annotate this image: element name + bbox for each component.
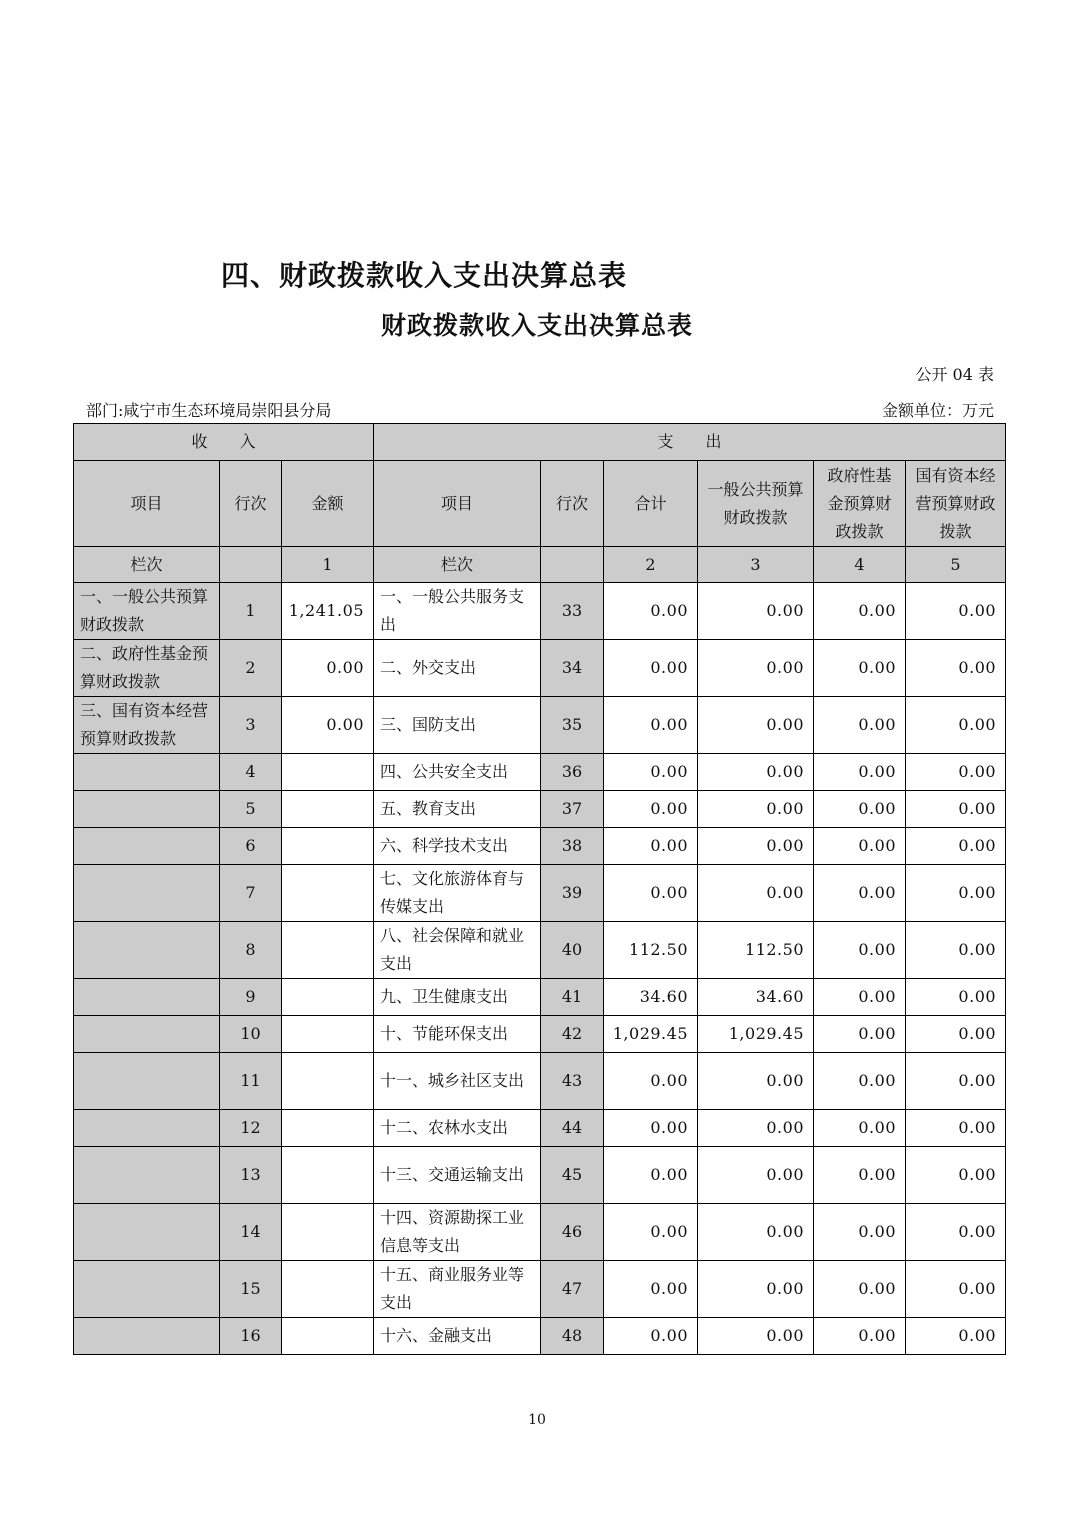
state-capital-cell: 0.00 [906,865,1006,922]
total-cell: 0.00 [604,1204,698,1261]
expense-rowno-cell: 48 [541,1318,604,1355]
income-amount-cell [282,828,374,865]
expense-item-cell: 七、文化旅游体育与传媒支出 [374,865,541,922]
general-budget-cell: 0.00 [698,1261,814,1318]
expense-item-cell: 一、一般公共服务支出 [374,583,541,640]
income-rowno-cell: 8 [220,922,282,979]
general-budget-cell: 112.50 [698,922,814,979]
expense-item-cell: 十、节能环保支出 [374,1016,541,1053]
income-rowno-cell: 16 [220,1318,282,1355]
table-row [74,828,1006,865]
state-capital-cell: 0.00 [906,791,1006,828]
total-cell: 0.00 [604,583,698,640]
table-row [74,1053,1006,1110]
income-rowno-cell: 11 [220,1053,282,1110]
gov-fund-cell: 0.00 [814,791,906,828]
expense-rowno-cell: 40 [541,922,604,979]
income-amount-cell [282,791,374,828]
expense-item-cell: 十五、商业服务业等支出 [374,1261,541,1318]
expense-item-cell: 八、社会保障和就业支出 [374,922,541,979]
total-cell: 0.00 [604,865,698,922]
general-budget-cell: 0.00 [698,754,814,791]
gov-fund-cell: 0.00 [814,1261,906,1318]
column-index-3: 3 [698,547,814,583]
gov-fund-cell: 0.00 [814,979,906,1016]
section-title: 四、财政拨款收入支出决算总表 [221,259,628,292]
state-capital-cell: 0.00 [906,1147,1006,1204]
income-rowno-cell: 14 [220,1204,282,1261]
total-cell: 0.00 [604,1261,698,1318]
page-number: 10 [528,1412,546,1428]
income-rowno-cell: 12 [220,1110,282,1147]
income-amount-cell: 1,241.05 [282,583,374,640]
gov-fund-cell: 0.00 [814,754,906,791]
income-item-cell [74,1318,220,1355]
total-cell: 0.00 [604,1053,698,1110]
appropriation-table [73,423,1006,1355]
income-amount-cell [282,1204,374,1261]
total-cell: 0.00 [604,828,698,865]
income-header: 收 入 [74,424,374,461]
income-rowno-cell: 1 [220,583,282,640]
income-rowno-cell: 6 [220,828,282,865]
expense-rowno-cell: 34 [541,640,604,697]
unit-label: 金额单位：万元 [881,401,994,420]
general-budget-cell: 0.00 [698,697,814,754]
department-label: 部门:咸宁市生态环境局崇阳县分局 [86,401,332,420]
income-amount-cell: 0.00 [282,640,374,697]
income-rowno-cell: 4 [220,754,282,791]
income-rowno-cell: 13 [220,1147,282,1204]
expense-item-cell: 五、教育支出 [374,791,541,828]
table-row [74,754,1006,791]
income-rowno-cell: 2 [220,640,282,697]
state-capital-cell: 0.00 [906,640,1006,697]
gov-fund-cell: 0.00 [814,828,906,865]
expense-rowno-header: 行次 [541,461,604,547]
income-item-cell [74,1261,220,1318]
state-capital-cell: 0.00 [906,979,1006,1016]
column-index-blank [220,547,282,583]
general-budget-cell: 1,029.45 [698,1016,814,1053]
income-item-cell [74,922,220,979]
column-index-blank-2 [541,547,604,583]
expense-rowno-cell: 38 [541,828,604,865]
gov-fund-cell: 0.00 [814,583,906,640]
gov-fund-cell: 0.00 [814,1318,906,1355]
income-item-cell [74,1016,220,1053]
expense-item-cell: 十六、金融支出 [374,1318,541,1355]
income-item-cell [74,828,220,865]
expense-item-cell: 二、外交支出 [374,640,541,697]
income-rowno-cell: 3 [220,697,282,754]
total-cell: 0.00 [604,1147,698,1204]
total-cell: 112.50 [604,922,698,979]
gov-fund-cell: 0.00 [814,865,906,922]
table-row [74,865,1006,922]
table-row [74,1147,1006,1204]
column-index-label-2: 栏次 [374,547,541,583]
income-item-cell [74,1204,220,1261]
income-rowno-cell: 9 [220,979,282,1016]
general-budget-cell: 0.00 [698,1204,814,1261]
expense-rowno-cell: 47 [541,1261,604,1318]
expense-item-header: 项目 [374,461,541,547]
gov-fund-cell: 0.00 [814,697,906,754]
total-header: 合计 [604,461,698,547]
income-item-cell [74,979,220,1016]
income-amount-cell [282,922,374,979]
income-item-header: 项目 [74,461,220,547]
income-amount-cell [282,865,374,922]
income-amount-cell [282,1261,374,1318]
gov-fund-cell: 0.00 [814,1204,906,1261]
general-budget-cell: 0.00 [698,640,814,697]
column-index-4: 4 [814,547,906,583]
table-row [74,1318,1006,1355]
expense-rowno-cell: 45 [541,1147,604,1204]
income-item-cell [74,865,220,922]
general-budget-cell: 0.00 [698,1318,814,1355]
table-row [74,1204,1006,1261]
column-index-5: 5 [906,547,1006,583]
income-item-cell [74,791,220,828]
expense-rowno-cell: 37 [541,791,604,828]
state-capital-cell: 0.00 [906,1318,1006,1355]
state-capital-cell: 0.00 [906,1261,1006,1318]
total-cell: 1,029.45 [604,1016,698,1053]
expense-rowno-cell: 44 [541,1110,604,1147]
general-budget-cell: 0.00 [698,865,814,922]
income-amount-cell: 0.00 [282,697,374,754]
income-item-cell [74,1147,220,1204]
column-index-label: 栏次 [74,547,220,583]
general-budget-cell: 0.00 [698,1110,814,1147]
income-item-cell [74,754,220,791]
gov-fund-cell: 0.00 [814,922,906,979]
general-budget-cell: 0.00 [698,583,814,640]
income-amount-cell [282,979,374,1016]
expense-rowno-cell: 43 [541,1053,604,1110]
state-capital-cell: 0.00 [906,1016,1006,1053]
income-rowno-cell: 5 [220,791,282,828]
state-capital-cell: 0.00 [906,754,1006,791]
income-rowno-cell: 7 [220,865,282,922]
expense-rowno-cell: 41 [541,979,604,1016]
total-cell: 0.00 [604,640,698,697]
column-index-1: 1 [282,547,374,583]
general-budget-header: 一般公共预算财政拨款 [698,461,814,547]
income-amount-cell [282,754,374,791]
expense-item-cell: 四、公共安全支出 [374,754,541,791]
income-amount-cell [282,1110,374,1147]
income-amount-header: 金额 [282,461,374,547]
table-row [74,697,1006,754]
general-budget-cell: 0.00 [698,1147,814,1204]
income-item-cell: 一、一般公共预算财政拨款 [74,583,220,640]
expense-header: 支 出 [374,424,1006,461]
total-cell: 0.00 [604,1110,698,1147]
table-row [74,1110,1006,1147]
expense-item-cell: 三、国防支出 [374,697,541,754]
table-row [74,1016,1006,1053]
expense-item-cell: 十三、交通运输支出 [374,1147,541,1204]
gov-fund-cell: 0.00 [814,1053,906,1110]
table-row [74,640,1006,697]
total-cell: 0.00 [604,754,698,791]
table-row [74,1261,1006,1318]
expense-rowno-cell: 42 [541,1016,604,1053]
income-rowno-cell: 15 [220,1261,282,1318]
expense-item-cell: 十一、城乡社区支出 [374,1053,541,1110]
state-capital-cell: 0.00 [906,1053,1006,1110]
income-item-cell: 二、政府性基金预算财政拨款 [74,640,220,697]
gov-fund-cell: 0.00 [814,1110,906,1147]
state-capital-cell: 0.00 [906,697,1006,754]
expense-item-cell: 六、科学技术支出 [374,828,541,865]
state-capital-cell: 0.00 [906,1204,1006,1261]
gov-fund-cell: 0.00 [814,1016,906,1053]
income-rowno-cell: 10 [220,1016,282,1053]
expense-rowno-cell: 36 [541,754,604,791]
state-capital-cell: 0.00 [906,1110,1006,1147]
income-amount-cell [282,1147,374,1204]
expense-rowno-cell: 33 [541,583,604,640]
expense-rowno-cell: 46 [541,1204,604,1261]
general-budget-cell: 0.00 [698,791,814,828]
gov-fund-cell: 0.00 [814,640,906,697]
gov-fund-cell: 0.00 [814,1147,906,1204]
income-item-cell [74,1110,220,1147]
income-amount-cell [282,1053,374,1110]
income-amount-cell [282,1318,374,1355]
table-row [74,922,1006,979]
table-title: 财政拨款收入支出决算总表 [380,311,693,340]
income-item-cell [74,1053,220,1110]
table-body [74,583,1006,1355]
table-row [74,791,1006,828]
expense-item-cell: 十四、资源勘探工业信息等支出 [374,1204,541,1261]
expense-item-cell: 十二、农林水支出 [374,1110,541,1147]
general-budget-cell: 34.60 [698,979,814,1016]
table-row [74,583,1006,640]
expense-rowno-cell: 35 [541,697,604,754]
general-budget-cell: 0.00 [698,828,814,865]
total-cell: 0.00 [604,697,698,754]
state-capital-cell: 0.00 [906,583,1006,640]
total-cell: 0.00 [604,791,698,828]
expense-rowno-cell: 39 [541,865,604,922]
income-item-cell: 三、国有资本经营预算财政拨款 [74,697,220,754]
gov-fund-header: 政府性基金预算财政拨款 [814,461,906,547]
income-rowno-header: 行次 [220,461,282,547]
form-number: 公开 04 表 [915,365,994,384]
expense-item-cell: 九、卫生健康支出 [374,979,541,1016]
column-index-2: 2 [604,547,698,583]
total-cell: 0.00 [604,1318,698,1355]
income-amount-cell [282,1016,374,1053]
table-row [74,979,1006,1016]
total-cell: 34.60 [604,979,698,1016]
general-budget-cell: 0.00 [698,1053,814,1110]
state-capital-cell: 0.00 [906,922,1006,979]
state-capital-cell: 0.00 [906,828,1006,865]
state-capital-header: 国有资本经营预算财政拨款 [906,461,1006,547]
